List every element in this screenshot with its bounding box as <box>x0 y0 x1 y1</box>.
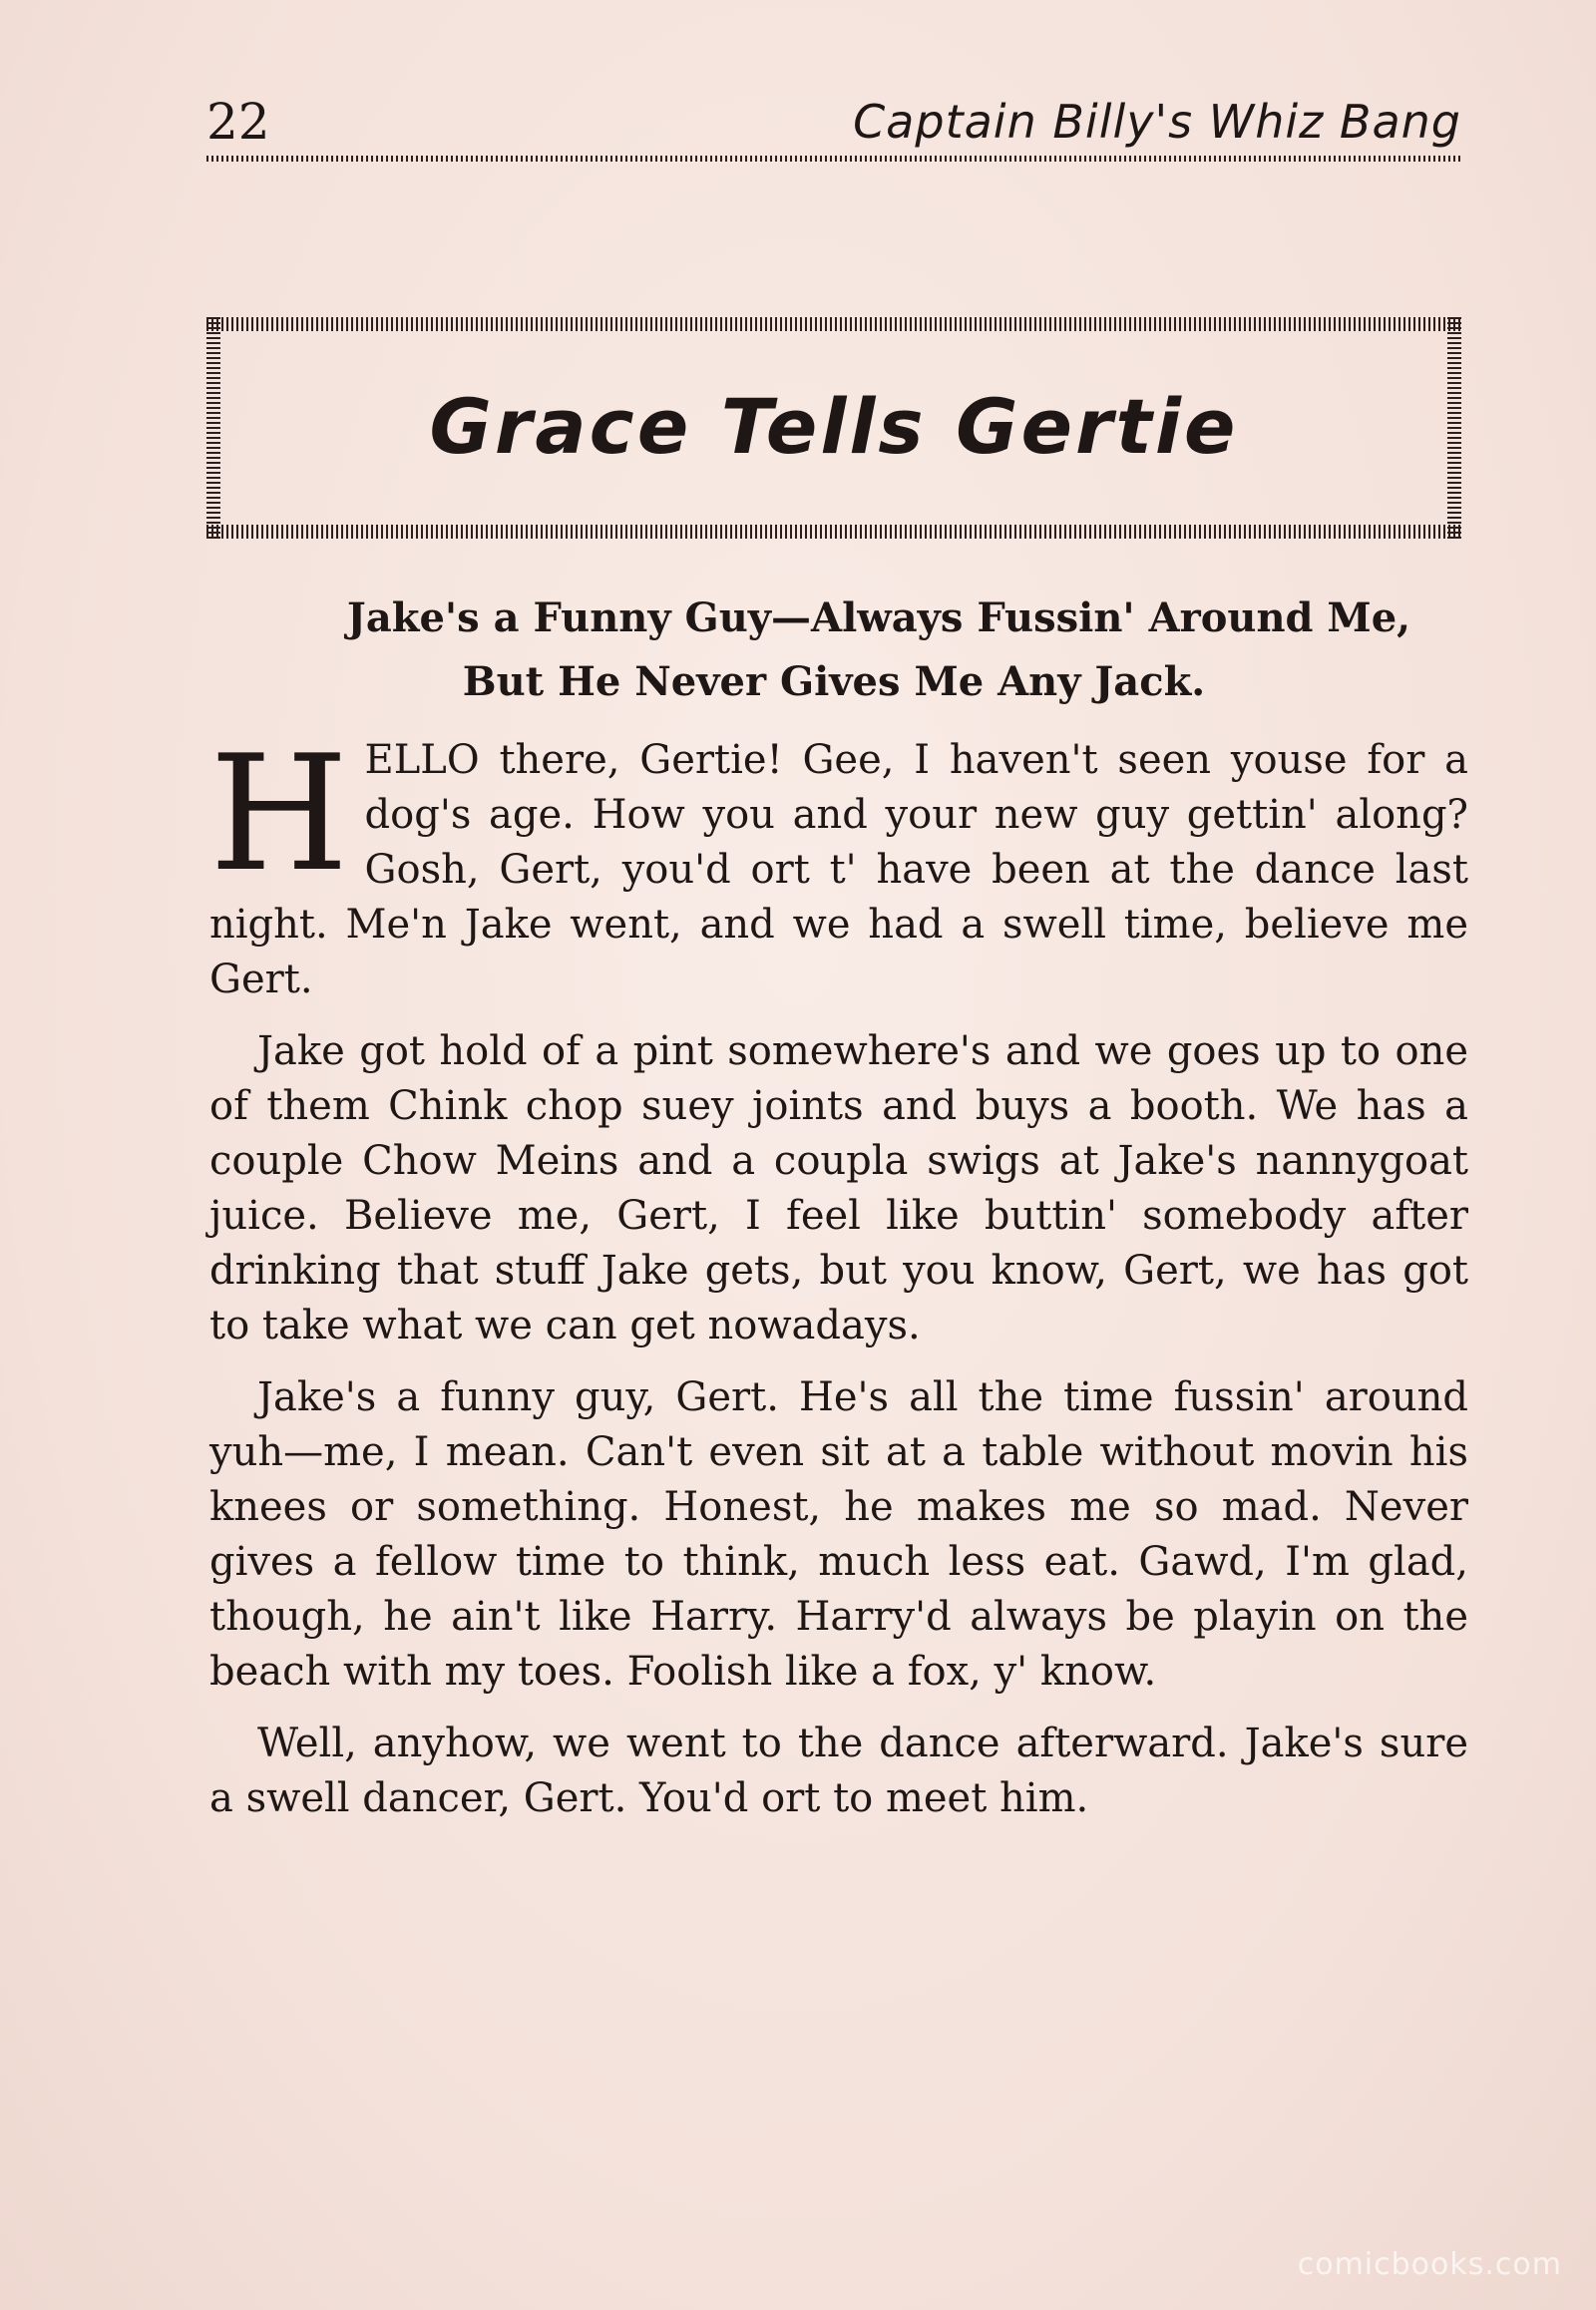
article-body <box>209 720 1468 1843</box>
header-rule <box>206 156 1461 162</box>
title-box-border-bottom <box>206 525 1461 539</box>
site-watermark: comicbooks.com <box>1297 2247 1562 2282</box>
subtitle-line-1: Jake's a Funny Guy—Always Fussin' Around Me, <box>346 594 1411 641</box>
subtitle-line-2: But He Never Gives Me Any Jack. <box>462 658 1206 705</box>
article-subtitle <box>206 586 1461 714</box>
paragraph-4: Well, anyhow, we went to the dance afterward. Jake's sure a swell dancer, Gert. You'd ort to meet him. <box>209 1721 1468 1821</box>
paragraph-3: Jake's a funny guy, Gert. He's all the time fussin' around yuh—me, I mean. Can't even sit at a table without movin his knees or something. Honest, he makes me so mad. Never gives a fellow time to think, much less eat. Gawd, I'm glad, though, he ain't like Harry. Harry'd always be playin on the beach with my toes. Foolish like a fox, y' know. <box>209 1374 1468 1695</box>
paragraph-1-text: ELLO there, Gertie! Gee, I haven't seen youse for a dog's age. How you and your new guy gettin' along? Gosh, Gert, you'd ort t' have been at the dance last night. Me'n Jake went, and we had a swell time, believe me Gert. <box>209 737 1468 1002</box>
page-header <box>206 92 1461 152</box>
paragraph-1 <box>209 720 1468 1007</box>
page-number: 22 <box>206 93 270 151</box>
article-title: Grace Tells Gertie <box>429 382 1239 471</box>
paragraph-2: Jake got hold of a pint somewhere's and we goes up to one of them Chink chop suey joints and buys a booth. We has a couple Chow Meins and a coupla swigs at Jake's nannygoat juice. Believe me, Gert, I feel like buttin' somebody after drinking that stuff Jake gets, but you know, Gert, we has got to take what we can get nowadays. <box>209 1028 1468 1348</box>
title-box-border-top <box>206 317 1461 331</box>
drop-cap: H <box>209 720 349 907</box>
running-title: Captain Billy's Whiz Bang <box>853 95 1461 149</box>
title-box <box>206 317 1461 539</box>
